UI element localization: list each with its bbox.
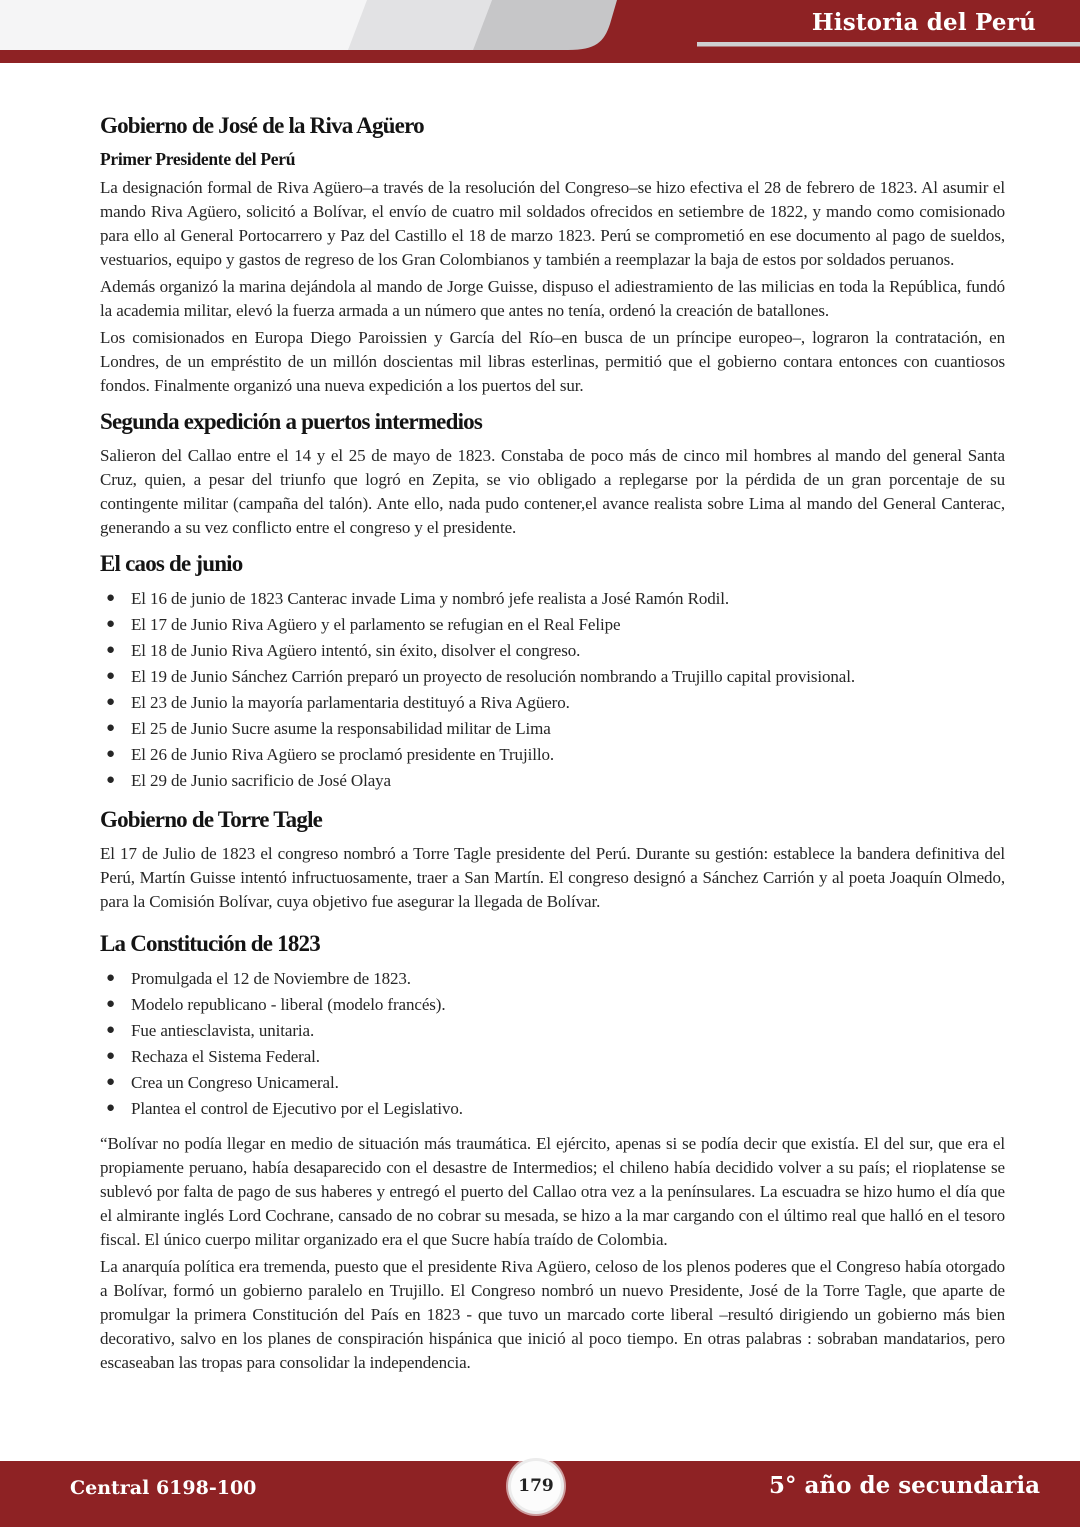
page-content — [100, 63, 1005, 1378]
list-item — [100, 1070, 1005, 1096]
list-item — [100, 1018, 1005, 1044]
page-number: 179 — [518, 1476, 554, 1496]
footer-grade-label: 5° año de secundaria — [769, 1472, 1040, 1499]
list-item — [100, 768, 1005, 794]
footer-central-label: Central 6198-100 — [70, 1477, 257, 1499]
bullet-dot-icon: ● — [106, 1048, 115, 1064]
list-item-text: Crea un Congreso Unicameral. — [131, 1073, 339, 1092]
list-item-text: El 25 de Junio Sucre asume la responsabilidad militar de Lima — [131, 719, 551, 738]
section-heading: Gobierno de José de la Riva Agüero — [100, 113, 424, 138]
page-number-badge — [508, 1458, 564, 1514]
section-constitucion-1823 — [100, 930, 1005, 1375]
list-item — [100, 1096, 1005, 1122]
list-item — [100, 664, 1005, 690]
list-item — [100, 716, 1005, 742]
list-item — [100, 638, 1005, 664]
section-heading: Gobierno de Torre Tagle — [100, 807, 323, 832]
bullet-dot-icon: ● — [106, 746, 115, 762]
bullet-dot-icon: ● — [106, 642, 115, 658]
list-item-text: El 23 de Junio la mayoría parlamentaria destituyó a Riva Agüero. — [131, 693, 570, 712]
bullet-dot-icon: ● — [106, 996, 115, 1012]
header-underline — [697, 42, 1080, 47]
section-heading: Segunda expedición a puertos intermedios — [100, 409, 483, 434]
paragraph: Salieron del Callao entre el 14 y el 25 de mayo de 1823. Constaba de poco más de cinco mil hombres al mando del general Santa Cruz, quien, a pesar del triunfo que logró en Zepita, se vio obligado a replegarse por la pérdida de un gran porcentaje de su contingente militar (campaña del talón). Ante ello, nada pudo contener,el avance realista sobre Lima al mando del General Canterac, generando a su vez conflicto entre el congreso y el presidente. — [100, 446, 1005, 537]
bullet-dot-icon: ● — [106, 970, 115, 986]
section-heading: La Constitución de 1823 — [100, 931, 320, 956]
paragraph: El 17 de Julio de 1823 el congreso nombró a Torre Tagle presidente del Perú. Durante su gestión: establece la bandera definitiva del Perú, Martín Guisse intentó infructuosamente, traer a San Martín. El congreso designó a Sánchez Carrión y al poeta Joaquín Olmedo, para la Comisión Bolívar, cuya objetivo fue asegurar la llegada de Bolívar. — [100, 844, 1005, 911]
diagonal-stripe-light — [348, 0, 492, 50]
list-item-text: Plantea el control de Ejecutivo por el Legislativo. — [131, 1099, 463, 1118]
bullet-dot-icon: ● — [106, 720, 115, 736]
bullet-dot-icon: ● — [106, 1022, 115, 1038]
list-item — [100, 992, 1005, 1018]
paragraph: La designación formal de Riva Agüero–a través de la resolución del Congreso–se hizo efectiva el 28 de febrero de 1823. Al asumir el mando Riva Agüero, solicitó a Bolívar, el envío de cuatro mil soldados ofrecidos en setiembre de 1822, y mando como comisionado para ello al General Portocarrero y Paz del Castillo el 18 de marzo 1823. Perú se comprometió en ese documento al pago de sueldos, vestuarios, equipo y gastos de regreso de los Gran Colombianos y también a reemplazar la baja de estos por soldados peruanos. — [100, 178, 1005, 269]
bullet-dot-icon: ● — [106, 1100, 115, 1116]
paragraph: Los comisionados en Europa Diego Paroissien y García del Río–en busca de un príncipe europeo–, lograron la contratación, en Londres, de un empréstito de un millón doscientas mil libras esterlinas, permitió que el gobierno contara entonces con cuantiosos fondos. Finalmente organizó una nueva expedición a los puertos del sur. — [100, 328, 1005, 395]
bullet-dot-icon: ● — [106, 772, 115, 788]
list-item — [100, 966, 1005, 992]
list-item-text: El 18 de Junio Riva Agüero intentó, sin éxito, disolver el congreso. — [131, 641, 581, 660]
list-item-text: Fue antiesclavista, unitaria. — [131, 1021, 315, 1040]
bullet-dot-icon: ● — [106, 1074, 115, 1090]
bullet-dot-icon: ● — [106, 694, 115, 710]
list-item — [100, 612, 1005, 638]
list-item-text: El 16 de junio de 1823 Canterac invade Lima y nombró jefe realista a José Ramón Rodil. — [131, 589, 730, 608]
section-segunda-expedicion — [100, 408, 1005, 540]
course-title: Historia del Perú — [811, 9, 1036, 36]
list-item-text: Rechaza el Sistema Federal. — [131, 1047, 320, 1066]
list-item-text: Modelo republicano - liberal (modelo francés). — [131, 995, 446, 1014]
list-item-text: El 26 de Junio Riva Agüero se proclamó presidente en Trujillo. — [131, 745, 554, 764]
section-subheading: Primer Presidente del Perú — [100, 149, 296, 169]
list-item — [100, 1044, 1005, 1070]
paragraph: Además organizó la marina dejándola al mando de Jorge Guisse, dispuso el adiestramiento de las milicias en toda la República, fundó la academia militar, elevó la fuerza armada a un número que antes no tenía, ordenó la creación de batallones. — [100, 277, 1005, 320]
list-item-text: Promulgada el 12 de Noviembre de 1823. — [131, 969, 411, 988]
bullet-list — [100, 966, 1005, 1122]
bullet-dot-icon: ● — [106, 590, 115, 606]
list-item-text: El 29 de Junio sacrificio de José Olaya — [131, 771, 391, 790]
bullet-dot-icon: ● — [106, 668, 115, 684]
header-banner — [0, 0, 1080, 63]
bullet-list — [100, 586, 1005, 794]
list-item — [100, 742, 1005, 768]
list-item-text: El 17 de Junio Riva Agüero y el parlamento se refugian en el Real Felipe — [131, 615, 621, 634]
list-item — [100, 690, 1005, 716]
section-heading: El caos de junio — [100, 551, 243, 576]
section-torre-tagle — [100, 806, 1005, 914]
section-riva-aguero — [100, 112, 1005, 398]
paragraph: La anarquía política era tremenda, puesto que el presidente Riva Agüero, celoso de los plenos poderes que el Congreso había otorgado a Bolívar, formó un gobierno paralelo en Trujillo. El Congreso nombró un nuevo Presidente, José de la Torre Tagle, que aparte de promulgar la primera Constitución del País en 1823 - que tuvo un marcado corte liberal –resultó dirigiendo un gobierno más bien decorativo, salvo en los planes de conspiración hispánica que inició al poco tiempo. En otras palabras : sobraban mandatarios, pero escaseaban las tropas para consolidar la independencia. — [100, 1257, 1005, 1372]
list-item-text: El 19 de Junio Sánchez Carrión preparó un proyecto de resolución nombrando a Trujillo capital provisional. — [131, 667, 856, 686]
quote-paragraph: “Bolívar no podía llegar en medio de situación más traumática. El ejército, apenas si se podía decir que existía. El del sur, que era el propiamente peruano, había desaparecido con el desastre de Intermedios; el chileno había decidido volver a su país; el rioplatense se sublevó por falta de pago de sus haberes y entregó el puerto del Callao otra vez a la penínsulares. La escuadra se hizo humo el día que el almirante inglés Lord Cochrane, cansado de no cobrar su mesada, se hizo a la mar cargando con el último real que halló en el tesoro fiscal. El único cuerpo militar organizado era el que Sucre había traído de Colombia. — [100, 1134, 1005, 1249]
section-caos-de-junio — [100, 550, 1005, 794]
list-item — [100, 586, 1005, 612]
bullet-dot-icon: ● — [106, 616, 115, 632]
